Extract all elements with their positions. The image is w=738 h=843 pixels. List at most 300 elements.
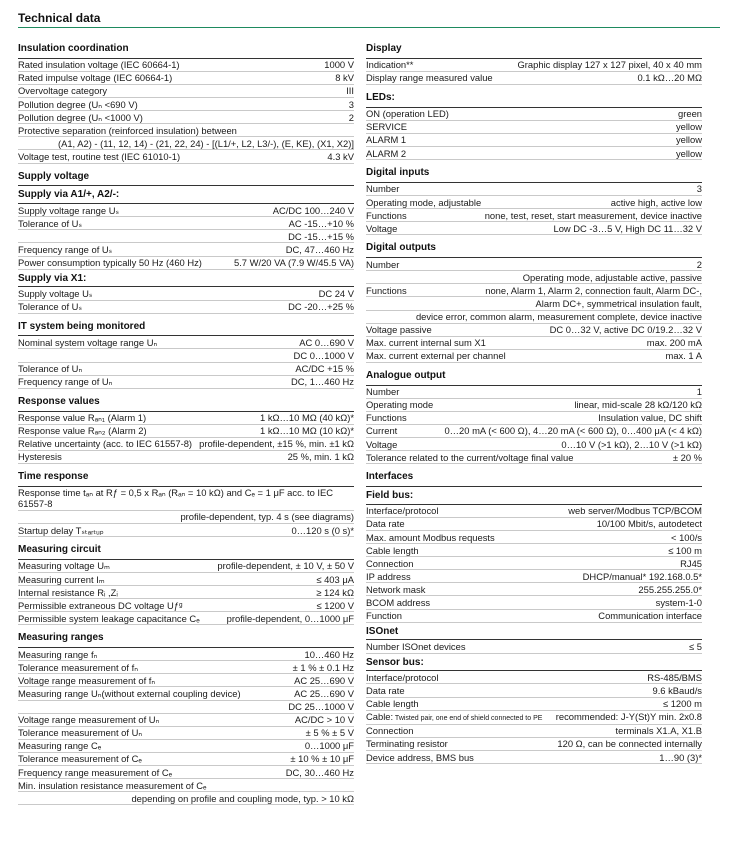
spec-row (366, 711, 702, 725)
spec-label-text: Startup delay Tₛₜₐᵣₜᵤₚ (18, 524, 104, 536)
spec-value: 10/100 Mbit/s, autodetect (596, 518, 702, 530)
spec-label (18, 688, 247, 699)
spec-value-continuation: (A1, A2) - (11, 12, 14) - (21, 22, 24) - [(L1/+, L2, L3/-), (E, KE), (X1, X2)] (18, 137, 354, 150)
spec-value: yellow (675, 134, 702, 146)
spec-label (18, 99, 144, 110)
spec-label-text: Measuring range Cₑ (18, 740, 102, 752)
spec-label-text: SERVICE (366, 121, 407, 133)
spec-value: 10…460 Hz (304, 648, 354, 660)
spec-value: none, Alarm 1, Alarm 2, connection fault, Alarm DC-, (485, 284, 702, 296)
subsection-heading: Supply via A1/+, A2/-: (18, 186, 354, 204)
section-heading: Display (366, 40, 702, 59)
spec-row (366, 284, 702, 297)
spec-label (18, 257, 208, 268)
spec-value: RJ45 (680, 557, 702, 569)
spec-label-text: Frequency range of Uₛ (18, 243, 113, 255)
spec-label (18, 412, 152, 423)
spec-value-continuation: Alarm DC+, symmetrical insulation fault, (366, 297, 702, 310)
spec-label (366, 223, 403, 234)
spec-label (366, 386, 405, 397)
spec-label (366, 738, 454, 749)
spec-label-text: Device address, BMS bus (366, 751, 474, 763)
spec-row (18, 111, 354, 124)
spec-label-text: Permissible system leakage capacitance Cₑ (18, 612, 200, 624)
spec-value: 0…10 V (>1 kΩ), 2…10 V (>1 kΩ) (561, 438, 702, 450)
spec-row (366, 583, 702, 596)
spec-label-text: Measuring range Uₙ(without external coupling device) (18, 687, 241, 699)
spec-label (18, 151, 186, 162)
spec-row (366, 258, 702, 271)
spec-row (366, 438, 702, 451)
spec-value: max. 200 mA (646, 337, 702, 349)
left-column (18, 36, 354, 805)
spec-row (18, 524, 354, 537)
spec-label-text: Internal resistance Rᵢ ,Zᵢ (18, 586, 118, 598)
spec-label (366, 452, 579, 463)
spec-label (18, 587, 124, 598)
spec-value: 0…120 s (0 s)* (291, 524, 354, 536)
spec-value: AC 25…690 V (294, 687, 354, 699)
spec-value-continuation: depending on profile and coupling mode, typ. > 10 kΩ (18, 792, 354, 805)
spec-row (366, 518, 702, 531)
spec-label-text: Frequency range of Uₙ (18, 376, 113, 388)
section-heading: Interfaces (366, 468, 702, 487)
spec-row (366, 108, 702, 121)
spec-value: 1000 V (324, 59, 354, 71)
spec-row (18, 727, 354, 740)
section-heading: Analogue output (366, 367, 702, 386)
spec-value: 1 (696, 386, 702, 398)
spec-row (18, 674, 354, 687)
spec-label-text: ALARM 2 (366, 147, 407, 159)
spec-value: Insulation value, DC shift (598, 412, 702, 424)
spec-value: 2 (348, 111, 354, 123)
spec-label (366, 597, 436, 608)
spec-row (18, 425, 354, 438)
spec-value: AC/DC 100…240 V (272, 204, 354, 216)
section-heading: Response values (18, 393, 354, 412)
spec-value: AC -15…+10 % (288, 217, 354, 229)
spec-value-continuation: device error, common alarm, measurement complete, device inactive (366, 311, 702, 324)
spec-label-text: Response time tₐₙ at Rƒ = 0,5 x Rₐₙ (Rₐₙ = 10 kΩ) and Cₑ = 1 μF acc. to IEC 61557-8 (18, 487, 334, 510)
spec-label-text: Nominal system voltage range Uₙ (18, 336, 158, 348)
spec-label (18, 112, 149, 123)
spec-value: yellow (675, 121, 702, 133)
spec-label-text: Hysteresis (18, 451, 62, 463)
spec-value: Graphic display 127 x 127 pixel, 40 x 40 mm (517, 59, 702, 71)
spec-row (366, 324, 702, 337)
spec-label (366, 545, 425, 556)
section-heading: Digital outputs (366, 239, 702, 258)
spec-value: linear, mid-scale 28 kΩ/120 kΩ (574, 399, 702, 411)
spec-row (366, 59, 702, 72)
spec-value: 0…1000 μF (304, 740, 354, 752)
spec-row (366, 505, 702, 518)
spec-label (18, 613, 206, 624)
spec-value: 25 %, min. 1 kΩ (287, 451, 354, 463)
spec-label-text: Pollution degree (Uₙ <690 V) (18, 98, 138, 110)
spec-label-text: Relative uncertainty (acc. to IEC 61557-8) (18, 438, 193, 450)
spec-row (366, 557, 702, 570)
spec-label-text: Tolerance measurement of fₙ (18, 661, 138, 673)
spec-label (366, 558, 419, 569)
spec-label-text: Indication** (366, 59, 414, 71)
spec-row (366, 412, 702, 425)
subsection-heading: Supply via X1: (18, 270, 354, 288)
spec-label (18, 85, 113, 96)
spec-value: DC 24 V (318, 287, 354, 299)
spec-label-text: Voltage (366, 222, 398, 234)
spec-row (366, 183, 702, 196)
spec-label (366, 285, 413, 296)
spec-row (18, 217, 354, 230)
spec-row (366, 72, 702, 85)
section-heading: Measuring ranges (18, 629, 354, 648)
spec-label (366, 505, 444, 516)
spec-row (18, 779, 354, 792)
spec-value: DHCP/manual* 192.168.0.5* (582, 570, 702, 582)
spec-row (18, 363, 354, 376)
spec-label-text: Tolerance of Uₙ (18, 363, 83, 375)
spec-label (18, 767, 178, 778)
spec-label-text: Number (366, 183, 400, 195)
spec-row (366, 147, 702, 160)
spec-label-text: Functions (366, 209, 407, 221)
spec-value-continuation: profile-dependent, typ. 4 s (see diagrams) (18, 511, 354, 524)
spec-label-text: ON (operation LED) (366, 108, 449, 120)
spec-row (366, 570, 702, 583)
spec-value: none, test, reset, start measurement, device inactive (484, 209, 702, 221)
spec-value: 255.255.255.0* (638, 583, 702, 595)
spec-value: III (346, 85, 354, 97)
spec-label (18, 376, 118, 387)
spec-label-text: Voltage range measurement of Uₙ (18, 714, 160, 726)
spec-row (18, 72, 354, 85)
spec-value-continuation: DC -15…+15 % (18, 230, 354, 243)
spec-value: AC/DC > 10 V (294, 714, 354, 726)
spec-value: ≤ 1200 V (316, 599, 354, 611)
spec-label-text: Supply voltage range Uₛ (18, 204, 119, 216)
spec-label (18, 740, 107, 751)
spec-value: 8 kV (335, 72, 354, 84)
spec-row (366, 386, 702, 399)
spec-row (366, 425, 702, 438)
spec-value: DC, 1…460 Hz (290, 376, 354, 388)
spec-label (18, 205, 125, 216)
spec-label (366, 641, 472, 652)
spec-label (366, 610, 408, 621)
spec-value: system-1-0 (655, 596, 702, 608)
spec-label-text: Interface/protocol (366, 671, 439, 683)
spec-label-text: Functions (366, 284, 407, 296)
spec-label-text: Rated impulse voltage (IEC 60664-1) (18, 72, 173, 84)
spec-label (366, 752, 480, 763)
spec-value: DC, 30…460 Hz (285, 766, 354, 778)
spec-value: ≤ 5 (689, 640, 702, 652)
spec-label-text: Function (366, 610, 402, 622)
spec-label-text: Power consumption typically 50 Hz (460 Hz) (18, 257, 202, 269)
spec-label-text: Interface/protocol (366, 505, 439, 517)
spec-label-text: Operating mode, adjustable (366, 196, 482, 208)
spec-value: 4.3 kV (327, 150, 354, 162)
spec-label-text: Max. amount Modbus requests (366, 531, 495, 543)
spec-label (18, 753, 148, 764)
spec-value: web server/Modbus TCP/BCOM (568, 505, 702, 517)
spec-label (18, 337, 163, 348)
spec-row (18, 85, 354, 98)
spec-label (18, 525, 110, 536)
spec-label-text: Max. current internal sum X1 (366, 337, 486, 349)
spec-label (366, 134, 412, 145)
spec-value: yellow (675, 147, 702, 159)
spec-value: 1 kΩ…10 MΩ (10 kΩ)* (260, 425, 354, 437)
spec-value: DC, 47…460 Hz (285, 243, 354, 255)
spec-label (366, 672, 444, 683)
spec-row (18, 661, 354, 674)
spec-value: < 100/s (670, 531, 702, 543)
spec-label (366, 72, 499, 83)
spec-label (366, 148, 412, 159)
spec-value: active high, active low (610, 196, 702, 208)
spec-value: ≥ 124 kΩ (316, 586, 354, 598)
spec-row (18, 204, 354, 217)
spec-row (18, 573, 354, 586)
section-heading: Supply voltage (18, 168, 354, 187)
spec-row (18, 376, 354, 389)
spec-label (18, 125, 243, 136)
spec-label (366, 571, 417, 582)
spec-value: AC 0…690 V (299, 336, 354, 348)
spec-label-text: Terminating resistor (366, 738, 448, 750)
spec-row (366, 350, 702, 363)
spec-label-text: Min. insulation resistance measurement of Cₑ (18, 779, 207, 791)
spec-label-text: Voltage range measurement of fₙ (18, 674, 156, 686)
spec-value-continuation: DC 25…1000 V (18, 701, 354, 714)
spec-label (18, 301, 88, 312)
spec-row (18, 451, 354, 464)
spec-value: green (678, 108, 702, 120)
spec-label-text: Number ISOnet devices (366, 640, 466, 652)
spec-value: ≤ 1200 m (662, 698, 702, 710)
spec-label-note: Twisted pair, one end of shield connected to PE (393, 715, 543, 723)
spec-label-text: Measuring current Iₘ (18, 573, 105, 585)
spec-value: profile-dependent, 0…1000 μF (226, 612, 354, 624)
right-column (366, 36, 702, 764)
spec-label (366, 108, 455, 119)
spec-row (366, 451, 702, 464)
spec-row (366, 698, 702, 711)
spec-label-text: Connection (366, 557, 414, 569)
subsection-heading: Field bus: (366, 487, 702, 505)
spec-row (366, 610, 702, 623)
spec-value: Low DC -3…5 V, High DC 11…32 V (553, 222, 702, 234)
spec-row (18, 98, 354, 111)
spec-label (366, 412, 413, 423)
spec-label (366, 350, 512, 361)
spec-value: ≤ 100 m (668, 544, 702, 556)
spec-value: 0.1 kΩ…20 MΩ (637, 72, 702, 84)
spec-value: ± 10 % ± 10 μF (290, 753, 354, 765)
spec-row (18, 438, 354, 451)
spec-label (18, 662, 144, 673)
section-heading: Insulation coordination (18, 40, 354, 59)
spec-label (366, 584, 431, 595)
spec-label-text: Cable: (366, 711, 394, 723)
spec-label-text: Protective separation (reinforced insulation) between (18, 124, 237, 136)
spec-label (18, 560, 116, 571)
spec-value: ± 20 % (672, 451, 702, 463)
section-heading: Measuring circuit (18, 541, 354, 560)
spec-label (18, 438, 198, 449)
spec-value: 1 kΩ…10 MΩ (40 kΩ)* (260, 412, 354, 424)
spec-label-text: Tolerance of Uₛ (18, 217, 82, 229)
spec-value: profile-dependent, ± 10 V, ± 50 V (217, 560, 354, 572)
spec-label (18, 780, 212, 791)
spec-row (18, 287, 354, 300)
spec-row (18, 612, 354, 625)
spec-label-text: Connection (366, 725, 414, 737)
spec-label-text: Permissible extraneous DC voltage Uƒᵍ (18, 599, 183, 611)
spec-row (18, 714, 354, 727)
spec-row (366, 196, 702, 209)
spec-row (366, 640, 702, 653)
spec-label-text: Overvoltage category (18, 85, 108, 97)
page-title: Technical data (18, 11, 720, 28)
spec-label (18, 574, 111, 585)
spec-label-text: Number (366, 386, 400, 398)
spec-label-text: Network mask (366, 583, 426, 595)
spec-row (18, 487, 354, 511)
spec-label-text: Max. current external per channel (366, 350, 506, 362)
spec-label (366, 399, 439, 410)
spec-row (366, 222, 702, 235)
spec-label (18, 288, 98, 299)
spec-label-text: Display range measured value (366, 72, 493, 84)
spec-value: 0…20 mA (< 600 Ω), 4…20 mA (< 600 Ω), 0…400 μA (< 4 kΩ) (444, 425, 702, 437)
spec-label-text: Operating mode (366, 399, 434, 411)
spec-label-text: IP address (366, 570, 411, 582)
spec-label-text: Supply voltage Uₛ (18, 287, 93, 299)
spec-label (366, 711, 548, 723)
spec-value: ≤ 403 μA (316, 573, 354, 585)
spec-value: 9.6 kBaud/s (652, 684, 702, 696)
spec-row (366, 751, 702, 764)
spec-row (366, 399, 702, 412)
spec-row (18, 648, 354, 661)
spec-label (366, 425, 403, 436)
spec-row (366, 684, 702, 697)
spec-value: ± 1 % ± 0.1 Hz (292, 661, 354, 673)
spec-row (18, 766, 354, 779)
spec-row (18, 243, 354, 256)
spec-label-text: Voltage passive (366, 324, 432, 336)
spec-label-text: Tolerance measurement of Cₑ (18, 753, 142, 765)
spec-label (18, 218, 88, 229)
spec-label (366, 698, 425, 709)
spec-label-text: Pollution degree (Uₙ <1000 V) (18, 111, 143, 123)
spec-value: AC 25…690 V (294, 674, 354, 686)
spec-value: DC -20…+25 % (288, 301, 354, 312)
spec-row (18, 599, 354, 612)
spec-row (366, 121, 702, 134)
spec-value: RS-485/BMS (647, 671, 702, 683)
spec-label (18, 727, 148, 738)
spec-value: 3 (348, 98, 354, 110)
spec-label (366, 183, 405, 194)
spec-label-text: Tolerance measurement of Uₙ (18, 727, 143, 739)
spec-row (18, 59, 354, 72)
spec-row (18, 124, 354, 137)
spec-value: terminals X1.A, X1.B (615, 725, 702, 737)
spec-label-text: Frequency range measurement of Cₑ (18, 766, 173, 778)
spec-label-text: Data rate (366, 684, 405, 696)
spec-row (18, 753, 354, 766)
spec-label (18, 649, 103, 660)
spec-row (18, 740, 354, 753)
spec-label (18, 487, 354, 509)
spec-label-text: Data rate (366, 518, 405, 530)
spec-label-text: Response value Rₐₙ₁ (Alarm 1) (18, 412, 147, 424)
spec-row (366, 671, 702, 684)
spec-label (366, 324, 438, 335)
spec-label-text: Current (366, 425, 398, 437)
spec-row (18, 412, 354, 425)
spec-row (18, 336, 354, 349)
spec-row (366, 209, 702, 222)
spec-row (366, 725, 702, 738)
subsection-heading: Sensor bus: (366, 654, 702, 672)
spec-value: recommended: J-Y(St)Y min. 2x0.8 (555, 711, 702, 723)
spec-value-continuation: DC 0…1000 V (18, 349, 354, 362)
spec-label (366, 259, 405, 270)
spec-row (366, 596, 702, 609)
spec-value: ± 5 % ± 5 V (305, 727, 354, 739)
section-heading: Digital inputs (366, 164, 702, 183)
spec-label (366, 532, 501, 543)
spec-label-text: Measuring range fₙ (18, 648, 98, 660)
spec-row (18, 150, 354, 163)
spec-label (18, 425, 153, 436)
spec-row (18, 586, 354, 599)
spec-label-text: Cable length (366, 698, 419, 710)
spec-label (366, 518, 411, 529)
spec-row (18, 301, 354, 314)
spec-label (18, 451, 68, 462)
section-heading: Time response (18, 468, 354, 487)
spec-label (366, 725, 419, 736)
spec-label (18, 72, 178, 83)
spec-label (18, 363, 88, 374)
section-heading: LEDs: (366, 89, 702, 108)
spec-label-text: Cable length (366, 544, 419, 556)
spec-label-text: Voltage (366, 438, 398, 450)
spec-label-text: ALARM 1 (366, 134, 407, 146)
spec-value: 5.7 W/20 VA (7.9 W/45.5 VA) (233, 257, 354, 269)
spec-value: 1…90 (3)* (659, 751, 702, 763)
spec-label (366, 59, 419, 70)
spec-label (366, 121, 413, 132)
spec-label (366, 337, 492, 348)
spec-value: 120 Ω, can be connected internally (557, 738, 702, 750)
spec-row (366, 337, 702, 350)
spec-label-text: Number (366, 258, 400, 270)
spec-row (366, 134, 702, 147)
spec-label (366, 197, 487, 208)
spec-label-text: Voltage test, routine test (IEC 61010-1) (18, 150, 181, 162)
spec-label-text: Functions (366, 412, 407, 424)
spec-label-text: Tolerance related to the current/voltage final value (366, 451, 574, 463)
spec-row (18, 687, 354, 700)
